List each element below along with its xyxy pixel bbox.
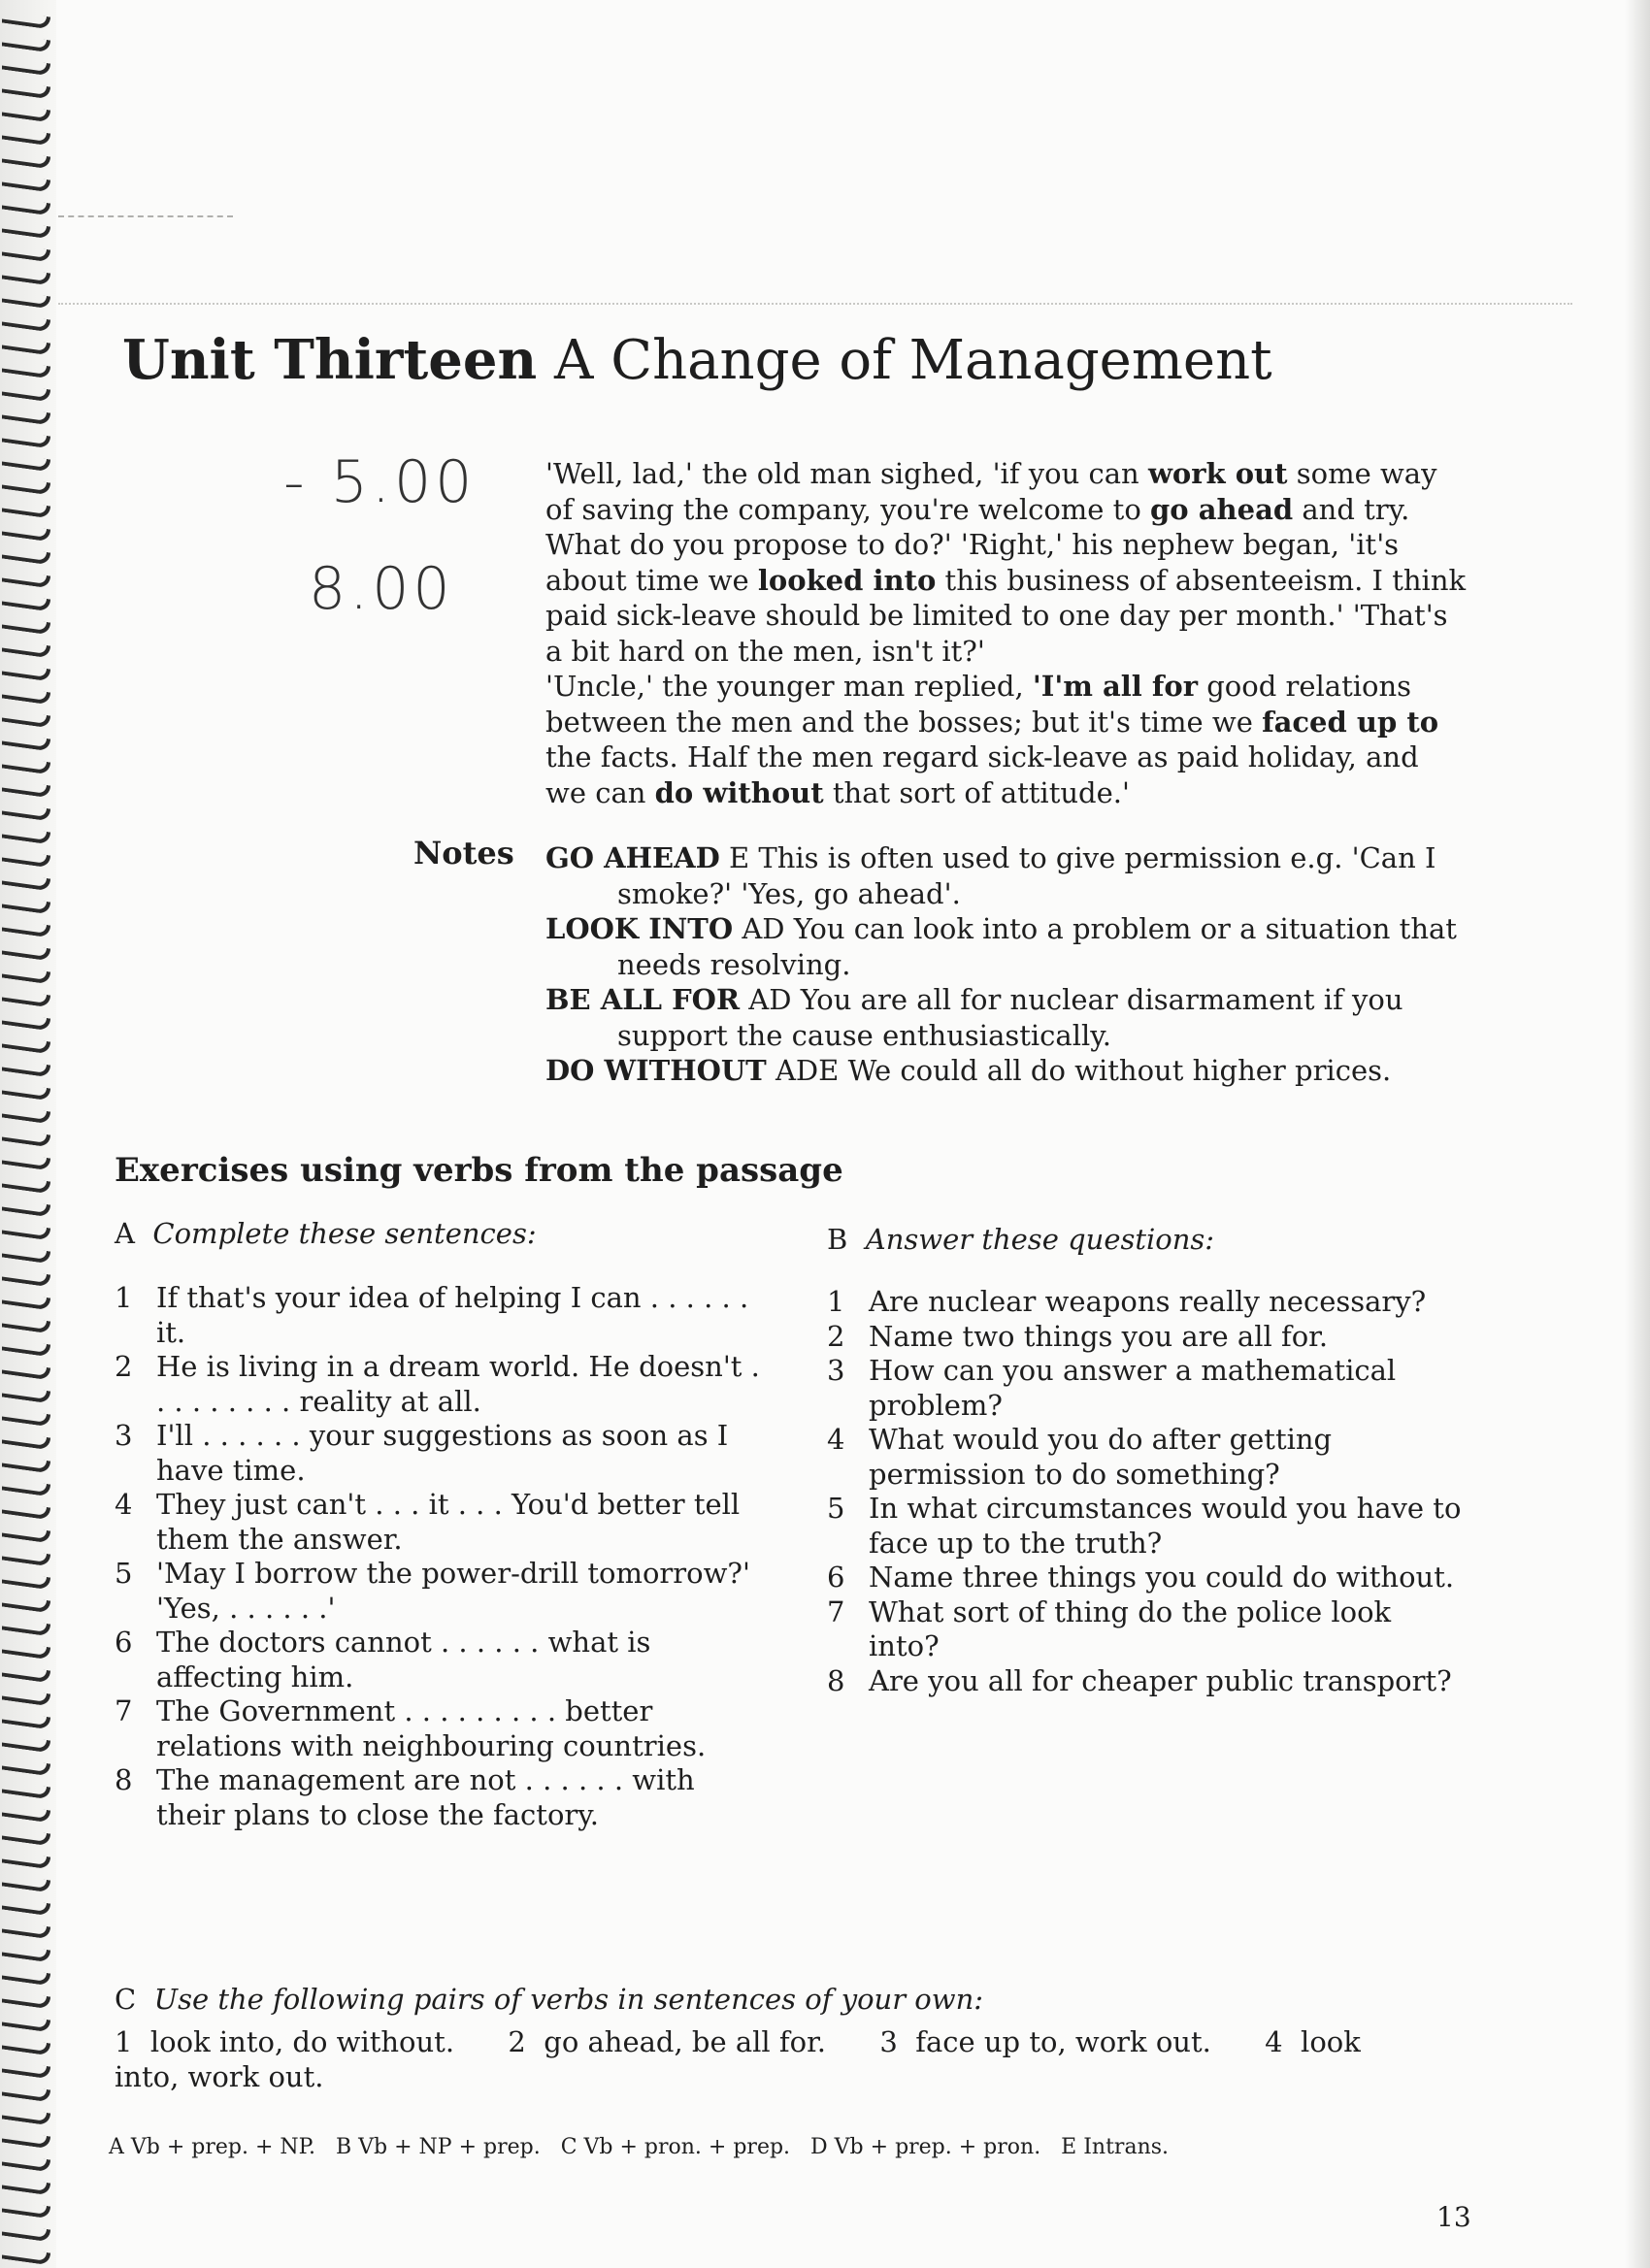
handwritten-note-2: 8.00 xyxy=(309,555,454,623)
key-item xyxy=(561,2135,790,2159)
item-text: I'll . . . . . . your suggestions as soon as I have time. xyxy=(156,1419,729,1487)
pair-text: face up to, work out. xyxy=(915,2025,1211,2058)
item-number: 8 xyxy=(827,1663,845,1697)
binding-coil xyxy=(2,732,50,751)
notes-list xyxy=(545,840,1468,1089)
phrasal-verb: looked into xyxy=(757,563,937,597)
page-number: 13 xyxy=(1436,2201,1471,2233)
verb-pair xyxy=(508,2025,826,2058)
note-term: LOOK INTO xyxy=(545,912,734,945)
binding-coil xyxy=(2,1989,50,2009)
binding-coil xyxy=(2,2246,50,2265)
key-code: E xyxy=(1061,2135,1077,2159)
binding-coil xyxy=(2,1454,50,1473)
note-item xyxy=(545,982,1468,1053)
section-a-header xyxy=(115,1217,537,1250)
item-text: The doctors cannot . . . . . . what is affecting him. xyxy=(156,1626,651,1693)
passage-text: some way of saving the company, you're welcome to xyxy=(545,457,1437,526)
binding-coil xyxy=(2,1896,50,1916)
binding-coil xyxy=(2,1221,50,1240)
binding-coil xyxy=(2,2036,50,2055)
section-c-instruction: Use the following pairs of verbs in sentences of your own: xyxy=(153,1983,984,2016)
verb-pair xyxy=(115,2025,454,2058)
binding-coil xyxy=(2,266,50,285)
item-text: The management are not . . . . . . with their plans to close the factory. xyxy=(156,1763,695,1831)
binding-coil xyxy=(2,2013,50,2032)
binding-coil xyxy=(2,359,50,378)
binding-coil xyxy=(2,1058,50,1077)
item-number: 3 xyxy=(115,1419,133,1452)
binding-coil xyxy=(2,1198,50,1217)
binding-coil xyxy=(2,1244,50,1264)
binding-coil xyxy=(2,755,50,774)
section-b-instruction: Answer these questions: xyxy=(865,1223,1215,1256)
binding-coil xyxy=(2,1663,50,1683)
binding-coil xyxy=(2,1407,50,1427)
exercise-item xyxy=(115,1694,765,1763)
exercise-item xyxy=(827,1561,1468,1595)
binding-coil xyxy=(2,1361,50,1380)
exercise-item xyxy=(115,1488,765,1557)
key-code: A xyxy=(109,2135,124,2159)
unit-label: Unit Thirteen xyxy=(122,328,538,392)
binding-coil xyxy=(2,476,50,495)
binding-coil xyxy=(2,1430,50,1450)
binding-coil xyxy=(2,382,50,402)
key-text: Vb + prep. + NP. xyxy=(130,2135,315,2159)
key-text: Vb + NP + prep. xyxy=(358,2135,541,2159)
pair-number: 4 xyxy=(1265,2025,1283,2058)
binding-coil xyxy=(2,429,50,448)
passage-text: this business of absenteeism. I think paid sick-leave should be limited to one day per month.' 'That's a bit hard on the men, isn't it?' xyxy=(545,563,1467,668)
binding-coil xyxy=(2,545,50,565)
key-item xyxy=(810,2135,1040,2159)
binding-coil xyxy=(2,662,50,681)
binding-coil xyxy=(2,149,50,169)
binding-coil xyxy=(2,1570,50,1590)
binding-coil xyxy=(2,2083,50,2102)
passage-text: 'Uncle,' the younger man replied, xyxy=(545,670,1033,703)
binding-coil xyxy=(2,639,50,658)
key-item xyxy=(1061,2135,1169,2159)
item-text: Name two things you are all for. xyxy=(869,1319,1329,1353)
section-b-list xyxy=(827,1285,1468,1698)
passage-paragraph xyxy=(545,456,1468,669)
verb-pair xyxy=(879,2025,1211,2058)
reading-passage xyxy=(545,456,1468,810)
exercise-item xyxy=(115,1626,765,1694)
exercises-title: Exercises using verbs from the passage xyxy=(115,1151,843,1190)
phrasal-verb: work out xyxy=(1147,457,1288,490)
binding-coil xyxy=(2,1780,50,1799)
key-text: Vb + prep. + pron. xyxy=(834,2135,1041,2159)
key-item xyxy=(109,2135,315,2159)
phrasal-verb: 'I'm all for xyxy=(1032,670,1199,703)
binding-coil xyxy=(2,941,50,961)
binding-coil xyxy=(2,1803,50,1823)
binding-coil xyxy=(2,196,50,215)
item-number: 1 xyxy=(115,1281,133,1314)
binding-coil xyxy=(2,522,50,542)
item-text: If that's your idea of helping I can . . . . . . it. xyxy=(156,1281,749,1349)
item-number: 4 xyxy=(115,1488,133,1521)
binding-coil xyxy=(2,1547,50,1566)
binding-coil xyxy=(2,918,50,937)
grammar-key xyxy=(109,2135,1169,2159)
binding-coil xyxy=(2,1826,50,1846)
binding-coil xyxy=(2,406,50,425)
item-text: What would you do after getting permission to do something? xyxy=(869,1423,1333,1491)
pair-number: 3 xyxy=(879,2025,898,2058)
section-a-instruction: Complete these sentences: xyxy=(152,1217,537,1250)
exercise-item xyxy=(827,1354,1468,1423)
binding-coil xyxy=(2,1943,50,1962)
binding-coil xyxy=(2,1011,50,1031)
pair-text: look into, work out. xyxy=(115,2025,1361,2093)
pair-text: look into, do without. xyxy=(149,2025,455,2058)
passage-paragraph xyxy=(545,669,1468,810)
item-number: 7 xyxy=(827,1594,845,1628)
item-text: What sort of thing do the police look into? xyxy=(869,1594,1392,1662)
item-number: 5 xyxy=(827,1492,845,1525)
binding-coil xyxy=(2,1477,50,1496)
note-code: AD xyxy=(742,912,785,945)
binding-coil xyxy=(2,2129,50,2149)
binding-coil xyxy=(2,1640,50,1660)
binding-coil xyxy=(2,988,50,1007)
binding-coil xyxy=(2,1617,50,1636)
page-title xyxy=(122,328,1272,392)
passage-text: 'Well, lad,' the old man sighed, 'if you can xyxy=(545,457,1148,490)
binding-coil xyxy=(2,33,50,52)
handwritten-note-1: - 5.00 xyxy=(283,448,477,516)
note-term: DO WITHOUT xyxy=(545,1054,767,1087)
binding-coil xyxy=(2,1850,50,1869)
unit-title: A Change of Management xyxy=(554,329,1272,392)
spiral-binding xyxy=(0,0,56,2268)
item-text: He is living in a dream world. He doesn't . . . . . . . . . reality at all. xyxy=(156,1350,760,1418)
binding-coil xyxy=(2,56,50,76)
binding-coil xyxy=(2,1594,50,1613)
binding-coil xyxy=(2,615,50,635)
binding-coil xyxy=(2,452,50,472)
binding-coil xyxy=(2,80,50,99)
key-text: Intrans. xyxy=(1083,2135,1170,2159)
notes-label: Notes xyxy=(413,835,514,871)
exercise-item xyxy=(115,1763,765,1832)
key-code: C xyxy=(560,2135,578,2159)
item-text: Are nuclear weapons really necessary? xyxy=(869,1285,1427,1318)
note-text: You can look into a problem or a situation that needs resolving. xyxy=(617,912,1457,981)
passage-text: good relations between the men and the bosses; but it's time we xyxy=(545,670,1412,739)
passage-text: the facts. Half the men regard sick-leave as paid holiday, and we can xyxy=(545,740,1419,809)
passage-text: and try. What do you propose to do?' 'Right,' his nephew began, 'it's about time we xyxy=(545,492,1410,597)
item-number: 6 xyxy=(827,1561,845,1594)
section-b-letter: B xyxy=(827,1223,848,1256)
binding-coil xyxy=(2,1687,50,1706)
item-number: 1 xyxy=(827,1285,845,1318)
binding-coil xyxy=(2,1384,50,1403)
binding-coil xyxy=(2,1920,50,1939)
page-edge-shadow xyxy=(1625,0,1650,2268)
binding-coil xyxy=(2,848,50,868)
binding-coil xyxy=(2,312,50,332)
phrasal-verb: faced up to xyxy=(1262,705,1439,739)
binding-coil xyxy=(2,219,50,239)
binding-coil xyxy=(2,592,50,611)
binding-coil xyxy=(2,243,50,262)
binding-coil xyxy=(2,289,50,309)
note-text: You are all for nuclear disarmament if you support the cause enthusiastically. xyxy=(617,983,1403,1052)
binding-coil xyxy=(2,1128,50,1147)
exercise-item xyxy=(827,1423,1468,1492)
item-text: 'May I borrow the power-drill tomorrow?' 'Yes, . . . . . .' xyxy=(156,1557,750,1625)
scan-dash-line-1 xyxy=(58,215,233,217)
phrasal-verb: go ahead xyxy=(1150,492,1294,526)
section-c-letter: C xyxy=(115,1983,137,2016)
binding-coil xyxy=(2,1035,50,1054)
section-a-list xyxy=(115,1281,765,1832)
note-text: This is often used to give permission e.g. 'Can I smoke?' 'Yes, go ahead'. xyxy=(617,841,1436,910)
binding-coil xyxy=(2,825,50,844)
note-term: GO AHEAD xyxy=(545,841,720,874)
binding-coil xyxy=(2,2222,50,2242)
key-code: D xyxy=(810,2135,828,2159)
binding-coil xyxy=(2,895,50,914)
binding-coil xyxy=(2,802,50,821)
note-text: We could all do without higher prices. xyxy=(847,1054,1392,1087)
binding-coil xyxy=(2,1314,50,1333)
binding-coil xyxy=(2,336,50,355)
item-number: 2 xyxy=(115,1350,133,1383)
section-c-header xyxy=(115,1982,1473,2017)
section-c xyxy=(115,1982,1473,2094)
exercise-item xyxy=(827,1320,1468,1355)
exercise-item xyxy=(827,1285,1468,1320)
binding-coil xyxy=(2,708,50,728)
item-text: The Government . . . . . . . . . better relations with neighbouring countries. xyxy=(156,1694,707,1762)
exercise-item xyxy=(115,1419,765,1488)
binding-coil xyxy=(2,1151,50,1170)
binding-coil xyxy=(2,1966,50,1986)
note-term: BE ALL FOR xyxy=(545,983,741,1016)
item-number: 4 xyxy=(827,1423,845,1456)
note-code: E xyxy=(729,841,750,874)
item-text: Are you all for cheaper public transport? xyxy=(869,1663,1452,1697)
exercise-item xyxy=(115,1557,765,1626)
exercise-item xyxy=(115,1350,765,1419)
binding-coil xyxy=(2,1524,50,1543)
binding-coil xyxy=(2,499,50,518)
binding-coil xyxy=(2,10,50,29)
item-text: They just can't . . . it . . . You'd better tell them the answer. xyxy=(156,1488,741,1556)
binding-coil xyxy=(2,2106,50,2125)
item-number: 8 xyxy=(115,1763,133,1796)
binding-coil xyxy=(2,778,50,798)
pair-number: 2 xyxy=(508,2025,526,2058)
item-text: Name three things you could do without. xyxy=(869,1561,1455,1594)
binding-coil xyxy=(2,103,50,122)
binding-coil xyxy=(2,1267,50,1287)
binding-coil xyxy=(2,1337,50,1357)
binding-coil xyxy=(2,2153,50,2172)
binding-coil xyxy=(2,1291,50,1310)
key-code: B xyxy=(335,2135,352,2159)
binding-coil xyxy=(2,173,50,192)
binding-coil xyxy=(2,126,50,146)
binding-coil xyxy=(2,2059,50,2079)
binding-coil xyxy=(2,1174,50,1194)
scan-dash-line-2 xyxy=(58,303,1572,305)
pair-number: 1 xyxy=(115,2025,133,2058)
exercise-item xyxy=(827,1664,1468,1699)
item-text: How can you answer a mathematical problem? xyxy=(869,1354,1397,1422)
exercise-item xyxy=(827,1595,1468,1664)
binding-coil xyxy=(2,685,50,705)
binding-coil xyxy=(2,1104,50,1124)
exercise-item xyxy=(827,1492,1468,1561)
passage-text: that sort of attitude.' xyxy=(823,775,1130,809)
binding-coil xyxy=(2,2176,50,2195)
phrasal-verb: do without xyxy=(654,775,824,809)
note-item xyxy=(545,911,1468,982)
binding-coil xyxy=(2,871,50,891)
item-number: 6 xyxy=(115,1626,133,1659)
binding-coil xyxy=(2,569,50,588)
item-number: 5 xyxy=(115,1557,133,1590)
section-b-header xyxy=(827,1223,1214,1256)
binding-coil xyxy=(2,1873,50,1892)
pair-text: go ahead, be all for. xyxy=(544,2025,827,2058)
binding-coil xyxy=(2,1757,50,1776)
item-number: 3 xyxy=(827,1354,845,1387)
exercise-item xyxy=(115,1281,765,1350)
note-item xyxy=(545,1053,1468,1089)
key-text: Vb + pron. + prep. xyxy=(583,2135,791,2159)
section-c-pairs xyxy=(115,2024,1415,2094)
note-code: ADE xyxy=(775,1054,840,1087)
binding-coil xyxy=(2,1733,50,1753)
note-item xyxy=(545,840,1468,911)
binding-coil xyxy=(2,1081,50,1101)
binding-coil xyxy=(2,1500,50,1520)
binding-coil xyxy=(2,965,50,984)
note-code: AD xyxy=(748,983,792,1016)
item-number: 7 xyxy=(115,1694,133,1727)
section-a-letter: A xyxy=(115,1217,135,1250)
binding-coil xyxy=(2,1710,50,1729)
key-item xyxy=(336,2135,541,2159)
binding-coil xyxy=(2,2199,50,2219)
item-number: 2 xyxy=(827,1319,845,1353)
item-text: In what circumstances would you have to face up to the truth? xyxy=(869,1492,1462,1560)
